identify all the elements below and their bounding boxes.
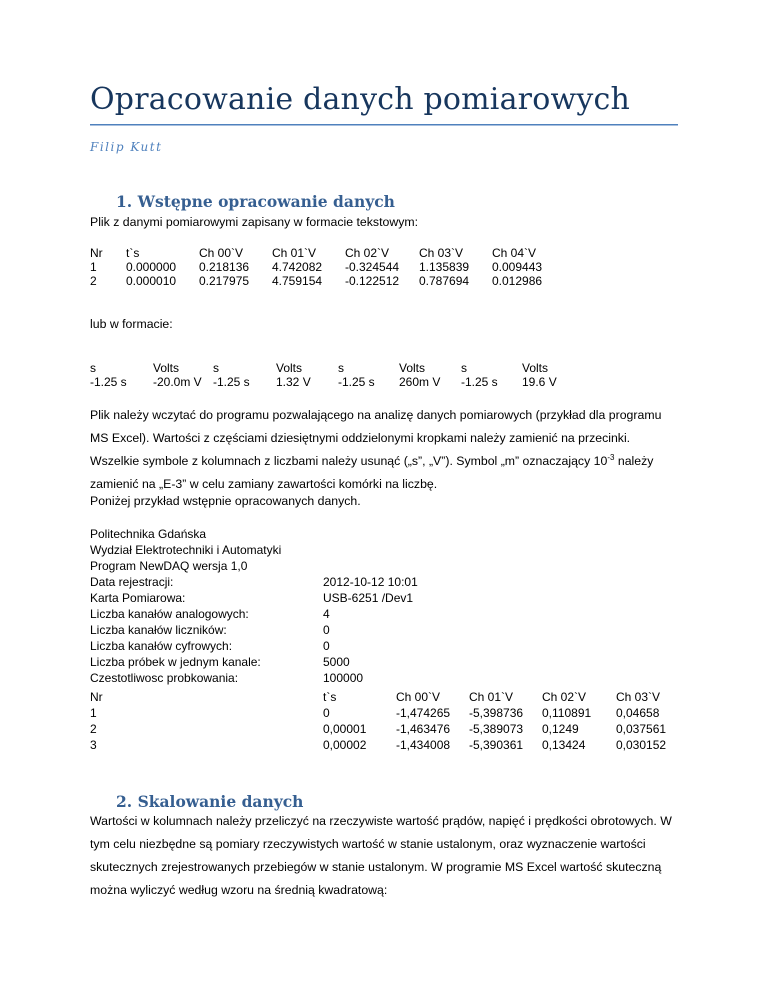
- table1-cell: 4.759154: [272, 274, 323, 288]
- table3-cell: Nr: [90, 690, 103, 704]
- table2-cell: -1.25 s: [338, 375, 375, 389]
- table1-col-ch02: [345, 246, 399, 288]
- table1-col-ch03: [419, 246, 469, 288]
- table2-cell: -1.25 s: [213, 375, 250, 389]
- table1-cell: 0.012986: [492, 274, 543, 288]
- conversion-text: Plik należy wczytać do programu pozwalającego na analizę danych pomiarowych (przykład dla programu MS Excel). Wartości z częściami dziesiętnymi oddzielonymi kropkami należy zamienić na przecinki. Wszelkie symbole z kolumnach z liczbami należy usunąć („s”, „V”). Symbol „m” oznaczający: [90, 408, 662, 468]
- table3-cell: 2: [90, 722, 97, 736]
- table1-cell: 0.000000: [126, 260, 177, 274]
- table2-cell: -1.25 s: [461, 375, 498, 389]
- table3-cell: 0,030152: [616, 738, 667, 752]
- table3-col-ch03: [616, 689, 666, 753]
- table2-cell: Volts: [153, 361, 180, 375]
- example-intro: Poniżej przykład wstępnie opracowanych danych.: [90, 494, 361, 508]
- header-label: Czestotliwosc probkowania:: [90, 671, 239, 685]
- header-line: Program NewDAQ wersja 1,0: [90, 559, 248, 573]
- table2-cell: 260m V: [399, 375, 441, 389]
- table3-cell: 3: [90, 738, 97, 752]
- table1-cell: -0.122512: [345, 274, 400, 288]
- table1-cell: 0.218136: [199, 260, 250, 274]
- table2-cell: Volts: [399, 361, 426, 375]
- power-exponent: -3: [607, 452, 615, 462]
- table1-cell: 0.217975: [199, 274, 250, 288]
- header-label: Karta Pomiarowa:: [90, 591, 186, 605]
- table2-cell: s: [338, 361, 344, 375]
- header-value: 2012-10-12 10:01: [323, 575, 418, 589]
- table3-cell: Ch 01`V: [469, 690, 514, 704]
- table2-cell: -20.0m V: [153, 375, 202, 389]
- table1-cell: -0.324544: [345, 260, 400, 274]
- table3-cell: 0,1249: [542, 722, 579, 736]
- table3-col-time: [323, 689, 366, 753]
- table2-col: [522, 361, 557, 389]
- table1-col-ch01: [272, 246, 322, 288]
- table1-col-ch00: [199, 246, 249, 288]
- header-value: 100000: [323, 671, 364, 685]
- table3-cell: 0,037561: [616, 722, 667, 736]
- or-format-label: lub w formacie:: [90, 317, 173, 331]
- header-label: Liczba próbek w jednym kanale:: [90, 655, 261, 669]
- header-value: 5000: [323, 655, 350, 669]
- table2-cell: s: [461, 361, 467, 375]
- table2-cell: Volts: [522, 361, 549, 375]
- table2-col: [276, 361, 311, 389]
- header-label: Liczba kanałów analogowych:: [90, 607, 249, 621]
- table1-cell: t`s: [126, 246, 140, 260]
- table2-cell: 1.32 V: [276, 375, 311, 389]
- table2-cell: -1.25 s: [90, 375, 127, 389]
- section-1-intro: Plik z danymi pomiarowymi zapisany w formacie tekstowym:: [90, 215, 419, 229]
- table2-cell: 19.6 V: [522, 375, 557, 389]
- conversion-instructions: [90, 404, 680, 496]
- section-1-heading: 1. Wstępne opracowanie danych: [116, 192, 395, 211]
- table3-cell: 1: [90, 706, 97, 720]
- file-header-values: [323, 574, 418, 686]
- table1-cell: 1: [90, 260, 97, 274]
- author: Filip Kutt: [90, 140, 163, 154]
- table3-cell: -5,390361: [469, 738, 524, 752]
- table1-cell: 4.742082: [272, 260, 323, 274]
- table3-col-ch00: [396, 689, 450, 753]
- table1-cell: Ch 00`V: [199, 246, 244, 260]
- table2-col: [338, 361, 375, 389]
- header-label: Liczba kanałów liczników:: [90, 623, 227, 637]
- table3-cell: 0,110891: [542, 706, 592, 720]
- table3-cell: 0,00001: [323, 722, 367, 736]
- table1-cell: Ch 04`V: [492, 246, 537, 260]
- table1-cell: 0.000010: [126, 274, 177, 288]
- table3-cell: -1,434008: [396, 738, 451, 752]
- table2-col: [399, 361, 440, 389]
- table2-col: [153, 361, 202, 389]
- table1-cell: Ch 02`V: [345, 246, 390, 260]
- table2-cell: s: [90, 361, 96, 375]
- table3-col-nr: [90, 689, 103, 753]
- table3-cell: 0,04658: [616, 706, 660, 720]
- table3-cell: 0,00002: [323, 738, 367, 752]
- file-header-lines: [90, 526, 281, 686]
- header-value: 0: [323, 639, 330, 653]
- table1-cell: 0.009443: [492, 260, 543, 274]
- table1-cell: Ch 01`V: [272, 246, 317, 260]
- table1-col-time: [126, 246, 176, 288]
- table2-col: [90, 361, 127, 389]
- table2-col: [461, 361, 498, 389]
- header-value: 0: [323, 623, 330, 637]
- table2-col: [213, 361, 250, 389]
- table3-cell: Ch 00`V: [396, 690, 441, 704]
- header-label: Liczba kanałów cyfrowych:: [90, 639, 233, 653]
- table2-cell: Volts: [276, 361, 303, 375]
- table3-col-ch02: [542, 689, 591, 753]
- table1-cell: Ch 03`V: [419, 246, 464, 260]
- table1-cell: 1.135839: [419, 260, 470, 274]
- conversion-text-end: należy zamienić na „E-3” w celu zamiany zawartości komórki na liczbę.: [90, 454, 654, 491]
- table3-cell: -1,463476: [396, 722, 451, 736]
- table1-cell: 2: [90, 274, 97, 288]
- table1-col-nr: [90, 246, 103, 288]
- header-line: Politechnika Gdańska: [90, 527, 207, 541]
- table1-cell: Nr: [90, 246, 103, 260]
- table3-cell: -5,389073: [469, 722, 524, 736]
- table3-cell: Ch 02`V: [542, 690, 587, 704]
- table1-cell: 0.787694: [419, 274, 470, 288]
- header-line: Wydział Elektrotechniki i Automatyki: [90, 543, 282, 557]
- table3-cell: 0: [323, 706, 330, 720]
- table3-cell: -1,474265: [396, 706, 451, 720]
- table3-cell: Ch 03`V: [616, 690, 661, 704]
- table1-col-ch04: [492, 246, 542, 288]
- scaling-instructions: Wartości w kolumnach należy przeliczyć na rzeczywiste wartość prądów, napięć i prędkości obrotowych. W tym celu niezbędne są pomiary rzeczywistych wartość w stanie ustalonym, oraz wyznaczenie wartości skutecznych zrejestrowanych przebiegów w stanie ustalonym. W programie MS Excel wartość skuteczną można wyliczyć według wzoru na średnią kwadratową:: [90, 814, 672, 897]
- table2-cell: s: [213, 361, 219, 375]
- header-label: Data rejestracji:: [90, 575, 174, 589]
- table3-cell: t`s: [323, 690, 337, 704]
- title-underline: [90, 124, 678, 126]
- page-title: Opracowanie danych pomiarowych: [90, 82, 631, 117]
- power-base: 10: [593, 454, 608, 468]
- table3-col-ch01: [469, 689, 523, 753]
- table3-cell: 0,13424: [542, 738, 586, 752]
- section-2-heading: 2. Skalowanie danych: [116, 792, 304, 811]
- header-value: 4: [323, 607, 330, 621]
- table3-cell: -5,398736: [469, 706, 524, 720]
- header-value: USB-6251 /Dev1: [323, 591, 414, 605]
